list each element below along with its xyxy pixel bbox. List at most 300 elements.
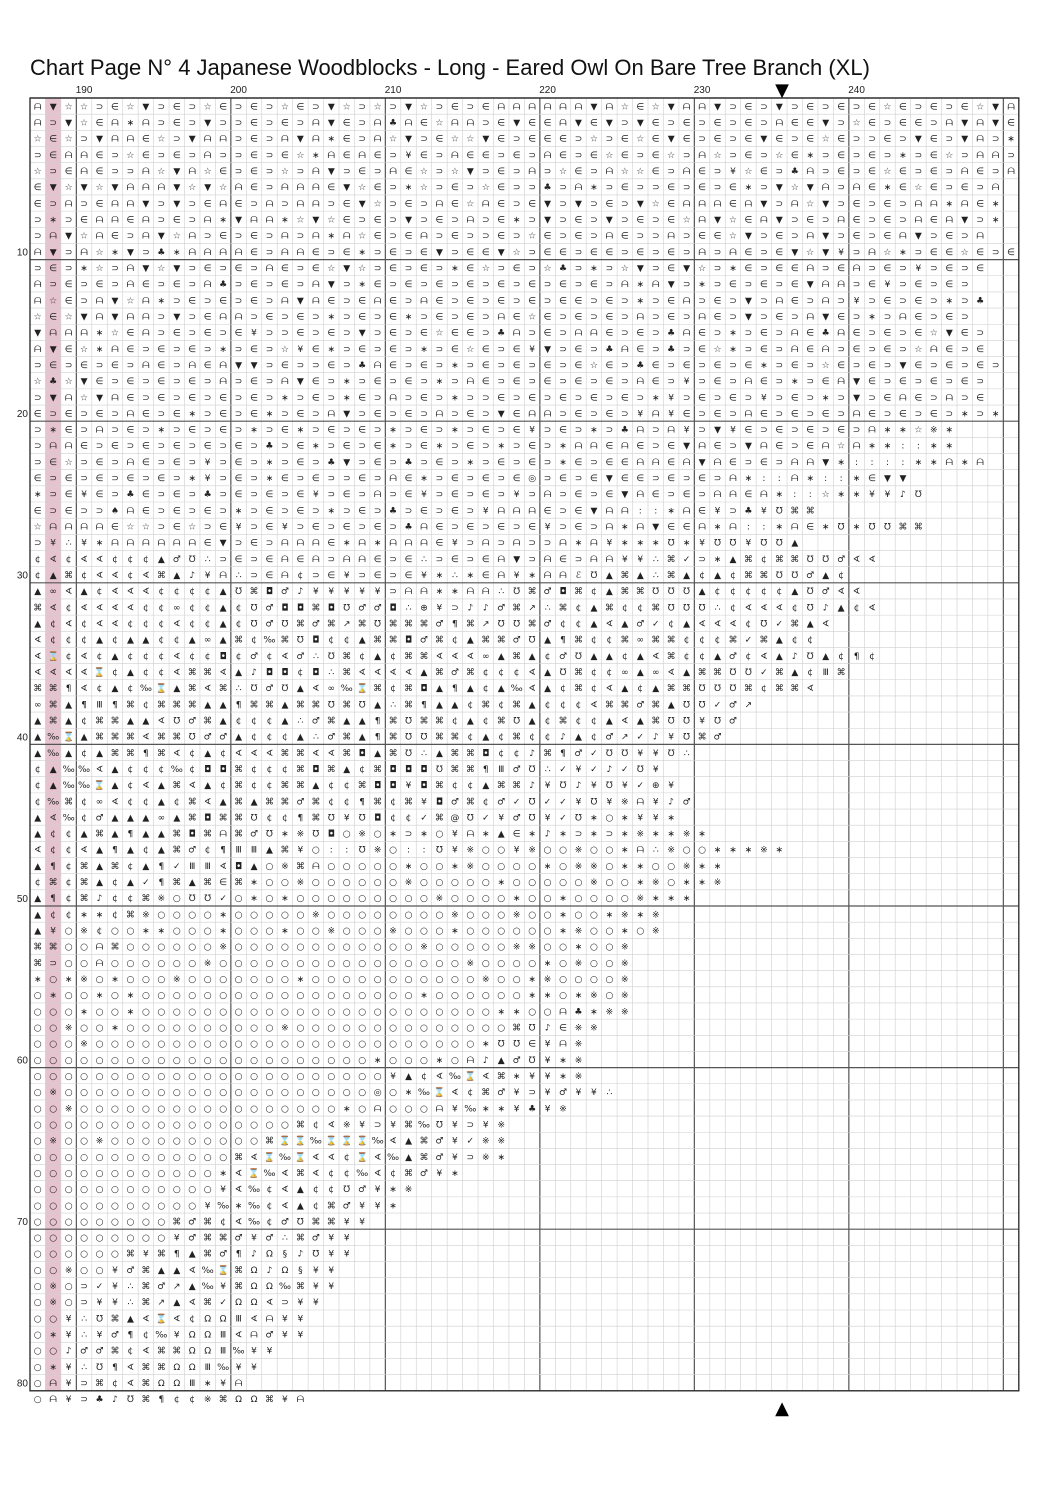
chart-symbol: ¥ — [761, 506, 767, 517]
chart-symbol: ¥ — [529, 344, 535, 355]
chart-symbol: ∗ — [667, 894, 675, 905]
chart-symbol: ∈ — [929, 183, 938, 194]
chart-symbol: ᗩ — [682, 328, 691, 339]
chart-symbol: ♪ — [96, 894, 103, 905]
chart-symbol: ∈ — [543, 328, 552, 339]
chart-symbol: ᗩ — [49, 1395, 57, 1406]
chart-symbol: ○ — [296, 1104, 305, 1115]
chart-symbol: ▲ — [111, 829, 119, 840]
chart-symbol: ⊕ — [420, 603, 428, 614]
chart-symbol: ∗ — [281, 829, 289, 840]
chart-symbol: ○ — [481, 958, 490, 969]
chart-symbol: ∈ — [868, 118, 876, 129]
chart-symbol: ※ — [713, 878, 722, 889]
chart-symbol: ※ — [482, 1136, 490, 1147]
chart-symbol: ○ — [80, 1071, 89, 1082]
chart-symbol: ♣ — [219, 280, 228, 291]
chart-symbol: ¥ — [699, 716, 705, 727]
chart-symbol: ▲ — [791, 538, 799, 549]
chart-symbol: ※ — [482, 1152, 490, 1163]
chart-symbol: ᗩ — [976, 134, 984, 145]
chart-symbol: ○ — [33, 1249, 42, 1260]
chart-symbol: ⊃ — [729, 377, 737, 388]
chart-symbol: ℧ — [914, 490, 922, 501]
chart-symbol: ▼ — [714, 215, 721, 226]
chart-symbol: ※ — [49, 1088, 57, 1099]
chart-symbol: ∢ — [95, 764, 104, 775]
chart-symbol: ℧ — [497, 1039, 505, 1050]
chart-symbol: ∈ — [899, 167, 907, 178]
chart-symbol: ▼ — [49, 344, 57, 355]
chart-symbol: ▼ — [435, 247, 443, 258]
chart-symbol: ♂ — [435, 1152, 444, 1163]
chart-symbol: ○ — [172, 1007, 181, 1018]
chart-symbol: ∗ — [49, 1330, 57, 1341]
chart-symbol: ᗩ — [605, 522, 614, 533]
chart-symbol: ▲ — [683, 571, 691, 582]
chart-symbol: ᗩ — [574, 441, 583, 452]
chart-symbol: ¥ — [452, 538, 458, 549]
chart-symbol: ⊃ — [435, 393, 444, 404]
chart-symbol: ᗩ — [250, 1330, 258, 1341]
chart-symbol: ⊃ — [852, 134, 861, 145]
chart-symbol: ᗩ — [49, 522, 57, 533]
chart-symbol: ⊃ — [358, 441, 366, 452]
chart-symbol: ▲ — [219, 797, 227, 808]
chart-symbol: ᗩ — [636, 312, 645, 323]
chart-symbol: ∈ — [744, 490, 753, 501]
chart-symbol: ∗ — [760, 360, 768, 371]
chart-symbol: ∢ — [142, 1314, 150, 1325]
chart-symbol: ※ — [605, 1007, 614, 1018]
chart-symbol: ⊃ — [559, 328, 567, 339]
chart-symbol: ⊃ — [466, 1152, 475, 1163]
chart-symbol: ∈ — [775, 134, 784, 145]
chart-symbol: ¢ — [220, 781, 226, 792]
chart-symbol: ※ — [312, 910, 320, 921]
chart-symbol: ▲ — [188, 1282, 196, 1293]
chart-symbol: ‰ — [309, 1136, 322, 1147]
chart-symbol: : — [901, 457, 905, 468]
chart-symbol: ∈ — [790, 150, 799, 161]
chart-symbol: ¥ — [513, 490, 520, 501]
chart-symbol: ∗ — [574, 538, 583, 549]
chart-symbol: ○ — [111, 1168, 119, 1179]
chart-symbol: ¢ — [143, 619, 149, 630]
chart-symbol: ∢ — [698, 619, 706, 630]
chart-symbol: ¥ — [65, 1379, 72, 1390]
chart-symbol: ○ — [342, 1071, 351, 1082]
chart-symbol: ○ — [157, 1055, 166, 1066]
chart-symbol: ∈ — [265, 571, 274, 582]
chart-symbol: ♣ — [203, 490, 212, 501]
chart-symbol: ⊃ — [188, 199, 196, 210]
chart-symbol: ∈ — [759, 457, 768, 468]
chart-symbol: ○ — [188, 991, 197, 1002]
chart-symbol: ◘ — [420, 684, 428, 695]
chart-symbol: ⊃ — [528, 538, 536, 549]
chart-symbol: ⊃ — [930, 312, 938, 323]
chart-symbol: ⊃ — [80, 1395, 88, 1406]
chart-symbol: ∈ — [172, 328, 181, 339]
chart-symbol: ∈ — [574, 457, 583, 468]
chart-symbol: ◘ — [327, 829, 335, 840]
chart-symbol: ∈ — [342, 441, 351, 452]
chart-symbol: ¢ — [343, 1152, 350, 1163]
chart-symbol: ♂ — [636, 619, 645, 630]
chart-symbol: ∗ — [126, 118, 135, 129]
chart-symbol: ∈ — [327, 538, 336, 549]
chart-symbol: ⊃ — [698, 360, 706, 371]
chart-symbol: ∴ — [452, 571, 458, 582]
chart-symbol: ∢ — [265, 1298, 274, 1309]
chart-symbol: ∢ — [327, 1152, 336, 1163]
chart-symbol: ⊃ — [142, 377, 150, 388]
chart-symbol: ⊃ — [358, 377, 366, 388]
chart-symbol: ᗩ — [497, 506, 505, 517]
chart-symbol: ⌘ — [311, 1217, 321, 1228]
chart-symbol: ○ — [559, 878, 567, 889]
chart-symbol: ⊃ — [651, 231, 660, 242]
chart-symbol: ⊃ — [296, 263, 305, 274]
chart-symbol: ▲ — [544, 684, 552, 695]
chart-symbol: ※ — [667, 845, 675, 856]
chart-symbol: ⊃ — [512, 231, 521, 242]
chart-symbol: : — [762, 522, 766, 533]
chart-symbol: ¥ — [282, 1395, 288, 1406]
chart-symbol: ○ — [404, 958, 413, 969]
chart-symbol: ◘ — [389, 603, 397, 614]
chart-symbol: ∈ — [883, 263, 892, 274]
chart-symbol: ○ — [296, 1007, 305, 1018]
chart-symbol: ∗ — [265, 457, 274, 468]
chart-symbol: ○ — [33, 1088, 42, 1099]
chart-symbol: ⊃ — [33, 441, 42, 452]
chart-symbol: ℧ — [358, 813, 366, 824]
chart-symbol: ⌘ — [156, 732, 166, 743]
chart-symbol: ¢ — [637, 603, 644, 614]
chart-symbol: ⊃ — [960, 150, 969, 161]
chart-symbol: ℧ — [683, 732, 691, 743]
chart-symbol: ⌘ — [342, 748, 352, 759]
chart-symbol: ▼ — [899, 360, 907, 371]
chart-symbol: ∈ — [311, 344, 320, 355]
chart-symbol: ∴ — [297, 716, 304, 727]
chart-symbol: ¢ — [143, 764, 149, 775]
chart-symbol: ∈ — [358, 296, 367, 307]
chart-symbol: ∢ — [760, 603, 768, 614]
chart-symbol: ¥ — [359, 1120, 366, 1131]
chart-symbol: ⌘ — [203, 667, 213, 678]
chart-symbol: ♂ — [806, 571, 815, 582]
chart-symbol: ¥ — [745, 538, 752, 549]
chart-symbol: ∞ — [173, 603, 181, 614]
chart-symbol: ¥ — [359, 587, 366, 598]
chart-symbol: ᗩ — [574, 102, 583, 113]
chart-symbol: ⊃ — [621, 377, 629, 388]
chart-symbol: ○ — [358, 958, 367, 969]
chart-symbol: ¢ — [158, 587, 165, 598]
chart-symbol: ¢ — [65, 845, 72, 856]
chart-symbol: ¶ — [127, 829, 134, 840]
chart-symbol: ○ — [311, 1039, 320, 1050]
chart-symbol: ∈ — [188, 296, 197, 307]
chart-symbol: ∗ — [49, 1362, 57, 1373]
chart-symbol: ⊃ — [698, 118, 706, 129]
chart-symbol: ☆ — [528, 231, 537, 242]
chart-symbol: ⊃ — [435, 344, 444, 355]
chart-symbol: ᗩ — [806, 167, 814, 178]
chart-symbol: ▼ — [961, 215, 969, 226]
chart-symbol: ∈ — [172, 118, 181, 129]
chart-symbol: ᗩ — [111, 118, 119, 129]
chart-symbol: Ω — [157, 1379, 165, 1390]
chart-symbol: ▲ — [296, 1185, 304, 1196]
chart-symbol: ∈ — [95, 490, 104, 501]
chart-symbol: ▲ — [157, 797, 165, 808]
chart-symbol: ¢ — [204, 651, 211, 662]
chart-symbol: ○ — [327, 1007, 336, 1018]
chart-symbol: ⊃ — [188, 457, 196, 468]
chart-symbol: ⊃ — [775, 457, 784, 468]
chart-symbol: ᗩ — [791, 457, 799, 468]
chart-symbol: ∴ — [652, 554, 659, 565]
chart-symbol: ∈ — [296, 490, 305, 501]
chart-symbol: ∈ — [404, 554, 413, 565]
chart-symbol: ∈ — [837, 167, 846, 178]
chart-symbol: ⊃ — [760, 231, 768, 242]
chart-symbol: ∗ — [435, 587, 444, 598]
chart-symbol: ¢ — [683, 635, 690, 646]
chart-symbol: ‰ — [139, 684, 152, 695]
chart-symbol: ▲ — [497, 651, 505, 662]
chart-symbol: ※ — [574, 1023, 583, 1034]
chart-symbol: ⊃ — [250, 490, 258, 501]
chart-symbol: ○ — [157, 1233, 166, 1244]
chart-symbol: ⌛ — [464, 1071, 476, 1082]
chart-symbol: ⊃ — [497, 490, 505, 501]
chart-symbol: ∈ — [590, 118, 598, 129]
chart-symbol: ♣ — [95, 1395, 104, 1406]
chart-symbol: ⊃ — [729, 118, 737, 129]
chart-symbol: ▲ — [621, 684, 629, 695]
chart-symbol: ○ — [466, 1007, 475, 1018]
chart-symbol: ᗩ — [636, 457, 645, 468]
chart-symbol: ∈ — [744, 150, 753, 161]
chart-symbol: Ⅲ — [189, 1379, 196, 1390]
chart-symbol: ↗ — [342, 619, 351, 630]
chart-symbol: ᗩ — [33, 247, 42, 258]
chart-symbol: ∈ — [497, 231, 506, 242]
chart-symbol: ⊃ — [234, 280, 243, 291]
chart-symbol: ○ — [111, 1136, 119, 1147]
chart-symbol: ⊃ — [512, 134, 521, 145]
chart-symbol: ☆ — [80, 231, 89, 242]
chart-symbol: ⌘ — [203, 1217, 213, 1228]
chart-symbol: ∈ — [559, 247, 567, 258]
chart-symbol: ⌘ — [728, 635, 738, 646]
chart-symbol: ∗ — [435, 377, 444, 388]
chart-symbol: ▲ — [358, 732, 366, 743]
chart-symbol: ○ — [389, 878, 398, 889]
chart-symbol: ⊃ — [574, 829, 583, 840]
chart-symbol: ○ — [250, 1007, 258, 1018]
chart-symbol: ○ — [49, 1314, 58, 1325]
chart-symbol: ¶ — [127, 1330, 134, 1341]
chart-symbol: ⊃ — [111, 377, 119, 388]
chart-symbol: ○ — [358, 894, 367, 905]
chart-symbol: ♂ — [419, 1168, 429, 1179]
chart-symbol: ♂ — [728, 651, 738, 662]
chart-symbol: ⊃ — [760, 425, 768, 436]
chart-symbol: ¥ — [81, 490, 87, 501]
chart-symbol: ∈ — [466, 280, 475, 291]
chart-symbol: ○ — [280, 1071, 289, 1082]
chart-symbol: ▼ — [775, 183, 783, 194]
chart-symbol: ∴ — [81, 1314, 87, 1325]
chart-symbol: ⊃ — [358, 571, 366, 582]
chart-symbol: ○ — [512, 958, 521, 969]
chart-symbol: ○ — [33, 1233, 42, 1244]
chart-symbol: ▼ — [605, 215, 613, 226]
chart-symbol: ∈ — [929, 377, 938, 388]
chart-symbol: ○ — [481, 845, 490, 856]
chart-symbol: ○ — [203, 926, 212, 937]
chart-symbol: ∈ — [976, 393, 985, 404]
chart-symbol: ○ — [49, 1168, 58, 1179]
chart-symbol: ♂ — [450, 667, 459, 678]
chart-symbol: ∈ — [265, 522, 274, 533]
chart-symbol: ∗ — [667, 506, 675, 517]
chart-symbol: ☆ — [126, 522, 135, 533]
chart-symbol: ⊃ — [219, 490, 227, 501]
chart-symbol: ⊃ — [404, 344, 413, 355]
chart-symbol: ∈ — [420, 118, 428, 129]
chart-symbol: ∗ — [33, 975, 42, 986]
chart-symbol: ○ — [481, 894, 490, 905]
chart-symbol: ∈ — [528, 1039, 537, 1050]
chart-symbol: ⌘ — [512, 603, 522, 614]
chart-symbol: ∈ — [126, 344, 135, 355]
chart-symbol: ⊃ — [312, 506, 320, 517]
chart-symbol: ‰ — [263, 1168, 276, 1179]
chart-symbol: ⊃ — [605, 134, 614, 145]
chart-symbol: ∗ — [713, 522, 722, 533]
chart-symbol: ⊃ — [265, 344, 274, 355]
chart-symbol: ○ — [64, 1120, 73, 1131]
chart-symbol: ∈ — [543, 134, 552, 145]
chart-symbol: ⊃ — [157, 441, 166, 452]
chart-symbol: ▲ — [173, 1298, 181, 1309]
chart-symbol: ※ — [590, 878, 598, 889]
chart-symbol: ℧ — [466, 813, 474, 824]
chart-symbol: ¢ — [791, 603, 798, 614]
chart-symbol: ∈ — [852, 231, 861, 242]
chart-symbol: ※ — [512, 910, 521, 921]
chart-symbol: ℧ — [683, 603, 691, 614]
chart-symbol: ○ — [404, 910, 413, 921]
chart-symbol: ᗩ — [420, 296, 428, 307]
chart-symbol: ⌛ — [356, 1136, 368, 1147]
chart-symbol: ⊃ — [899, 134, 907, 145]
chart-symbol: ◘ — [281, 667, 289, 678]
chart-symbol: ⊃ — [482, 441, 490, 452]
chart-symbol: ⊃ — [49, 280, 57, 291]
chart-symbol: ○ — [265, 1039, 274, 1050]
chart-symbol: ○ — [311, 1023, 320, 1034]
chart-symbol: ○ — [219, 1152, 228, 1163]
chart-symbol: ∈ — [435, 280, 444, 291]
chart-symbol: ☆ — [728, 231, 738, 242]
chart-symbol: ⊃ — [389, 587, 397, 598]
chart-symbol: ∗ — [899, 150, 907, 161]
chart-symbol: ⊃ — [80, 506, 88, 517]
chart-symbol: ¢ — [328, 635, 335, 646]
chart-symbol: ♪ — [652, 732, 659, 743]
chart-symbol: ᗩ — [33, 102, 42, 113]
chart-symbol: ⊃ — [49, 490, 57, 501]
chart-symbol: ∈ — [265, 506, 274, 517]
chart-symbol: ⊃ — [682, 280, 691, 291]
chart-symbol: ⊃ — [327, 522, 336, 533]
chart-symbol: ∈ — [435, 134, 444, 145]
chart-symbol: ⊃ — [466, 506, 475, 517]
chart-symbol: ∈ — [759, 377, 768, 388]
chart-symbol: ⊃ — [234, 296, 243, 307]
chart-symbol: ○ — [296, 942, 305, 953]
chart-symbol: ○ — [172, 1104, 181, 1115]
chart-symbol: ⊃ — [234, 425, 243, 436]
chart-symbol: ▲ — [605, 571, 613, 582]
chart-symbol: ♪ — [467, 603, 474, 614]
chart-symbol: ᗩ — [760, 490, 768, 501]
chart-symbol: ○ — [435, 878, 444, 889]
chart-symbol: ∈ — [528, 134, 537, 145]
chart-symbol: ○ — [389, 1088, 398, 1099]
chart-symbol: ∈ — [620, 231, 629, 242]
chart-symbol: ▼ — [204, 118, 212, 129]
chart-symbol: ⊃ — [173, 425, 181, 436]
chart-symbol: ♂ — [837, 554, 846, 565]
row-number: 50 — [16, 893, 28, 905]
chart-symbol: ᗩ — [373, 1104, 382, 1115]
chart-symbol: ℧ — [868, 522, 876, 533]
chart-symbol: ∈ — [234, 328, 243, 339]
chart-symbol: ♪ — [560, 732, 566, 743]
chart-symbol: ᗩ — [636, 845, 645, 856]
chart-symbol: ℧ — [791, 571, 799, 582]
chart-symbol: ¥ — [575, 1088, 582, 1099]
chart-symbol: ▲ — [96, 861, 103, 872]
chart-symbol: ▲ — [296, 1201, 304, 1212]
chart-symbol: ♂ — [296, 651, 305, 662]
chart-symbol: ☆ — [976, 102, 985, 113]
chart-symbol: ∈ — [512, 829, 521, 840]
chart-symbol: ⊃ — [281, 506, 289, 517]
chart-symbol: ᗩ — [512, 102, 521, 113]
chart-symbol: ○ — [203, 1007, 212, 1018]
chart-symbol: ▼ — [65, 231, 73, 242]
chart-symbol: ○ — [157, 1168, 166, 1179]
chart-symbol: ∈ — [481, 554, 490, 565]
chart-symbol: ¥ — [312, 1265, 319, 1276]
chart-symbol: ○ — [49, 1039, 58, 1050]
chart-symbol: ⊃ — [265, 167, 274, 178]
chart-symbol: ○ — [188, 926, 197, 937]
chart-symbol: ▼ — [961, 134, 969, 145]
chart-symbol: ⊃ — [49, 474, 57, 485]
chart-symbol: ○ — [389, 975, 398, 986]
